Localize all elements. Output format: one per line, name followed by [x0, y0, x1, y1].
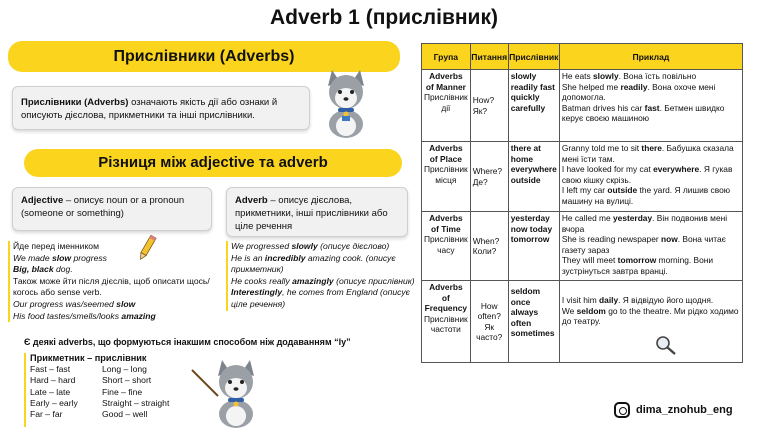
table-header: Приклад — [559, 44, 742, 70]
section-title-adverbs: Прислівники (Adverbs) — [8, 41, 400, 72]
list-item: Interestingly, he comes from England (описує ціле речення) — [231, 287, 410, 309]
instagram-handle-text: dima_znohub_eng — [636, 404, 733, 416]
magnifier-icon — [654, 334, 678, 356]
list-item: Hard – hard — [30, 375, 76, 386]
table-row: Adverbs of Time Прислівник часу When? Коли? yesterday now today tomorrow He called me yesterday. Він подвонив мені вчора She is reading newspaper now. Вона читає газету зараз They will meet tomorrow morning. Вони зустрінуться завтра вранці. — [422, 212, 743, 281]
list-item: His food tastes/smells/looks amazing — [13, 310, 156, 321]
table-row: Adverbs of Manner Прислівник дії How? Як? slowly readily fast quickly carefully He eats slowly. Вона їсть повільно She helped me readily. Вона охоче мені допомогла. Batman drives his car fast. Бетмен швидко керує своєю машиною — [422, 70, 743, 142]
table-header: Прислівник — [508, 44, 559, 70]
table-row: Adverbs of Frequency Прислівник частоти How often? Як часто? seldom once always often sometimes I visit him daily. Я відвідую його щодня. We seldom go to the theatre. Ми рідко ходимо до театру. — [422, 281, 743, 363]
irregular-note: Є деякі adverbs, що формуються інакшим способом ніж додаванням “ly” — [24, 337, 351, 347]
adjective-examples — [8, 241, 218, 322]
table-row: Adverbs of Place Прислівник місця Where? Де? there at home everywhere outside Granny told me to sit there. Бабушка сказала мені їсти там. I have looked for my cat everywhere. Я гукав свою кішку скрізь. I left my car outside the yard. Я лишив свою машину на вулиці. — [422, 142, 743, 212]
list-item: Big, black dog. — [13, 264, 73, 275]
adverb-box — [226, 187, 408, 237]
section-title-difference: Різниця між adjective та adverb — [24, 149, 402, 177]
adjective-adverb-pairs — [24, 353, 204, 427]
list-item: Short – short — [102, 375, 152, 386]
husky-mascot-icon — [318, 68, 374, 140]
table-header: Питання — [470, 44, 508, 70]
list-item: We made slow progress — [13, 252, 107, 263]
list-item: Good – well — [102, 409, 148, 420]
list-item: Far – far — [30, 409, 63, 420]
list-item: Також може йти після дієслів, щоб описати щось/когось або sense verb. — [13, 275, 210, 298]
adverb-types-table — [421, 43, 743, 363]
list-item: Fine – fine — [102, 386, 143, 397]
list-item: Straight – straight — [102, 397, 170, 408]
list-item: Early – early — [30, 397, 78, 408]
instagram-handle[interactable] — [614, 402, 733, 418]
adjective-bold: Adjective — [21, 195, 64, 206]
list-item: Our progress was/seemed slow — [13, 298, 136, 309]
list-item: We progressed slowly (описує дієслово) — [231, 241, 390, 251]
pairs-heading: Прикметник – прислівник — [30, 353, 147, 363]
definition-bold: Прислівники (Adverbs) — [21, 97, 129, 108]
list-item: Long – long — [102, 364, 147, 375]
list-item: Late – late — [30, 386, 71, 397]
adjective-box — [12, 187, 212, 231]
adjective-text: – описує noun or a pronoun (someone or something) — [21, 195, 185, 219]
definition-text: означають якість дії або ознаки й описують дієслова, прикметники та інші прислівники. — [21, 97, 278, 121]
table-header: Група — [422, 44, 471, 70]
adverb-bold: Adverb — [235, 195, 268, 206]
list-item: Fast – fast — [30, 364, 71, 375]
list-item: He is an incredibly amazing cook. (описує прикметник) — [231, 252, 396, 275]
definition-box — [12, 86, 310, 130]
list-item: He cooks really amazingly (описує прислівник) — [231, 275, 415, 286]
adverb-text: – описує дієслова, прикметники, інші прислівники або ціле речення — [235, 195, 388, 232]
adverb-examples — [226, 241, 422, 311]
list-item: Йде перед іменником — [13, 241, 99, 251]
husky-mascot-icon — [188, 356, 268, 430]
page-title: Adverb 1 (прислівник) — [270, 6, 498, 29]
instagram-icon — [614, 402, 630, 418]
